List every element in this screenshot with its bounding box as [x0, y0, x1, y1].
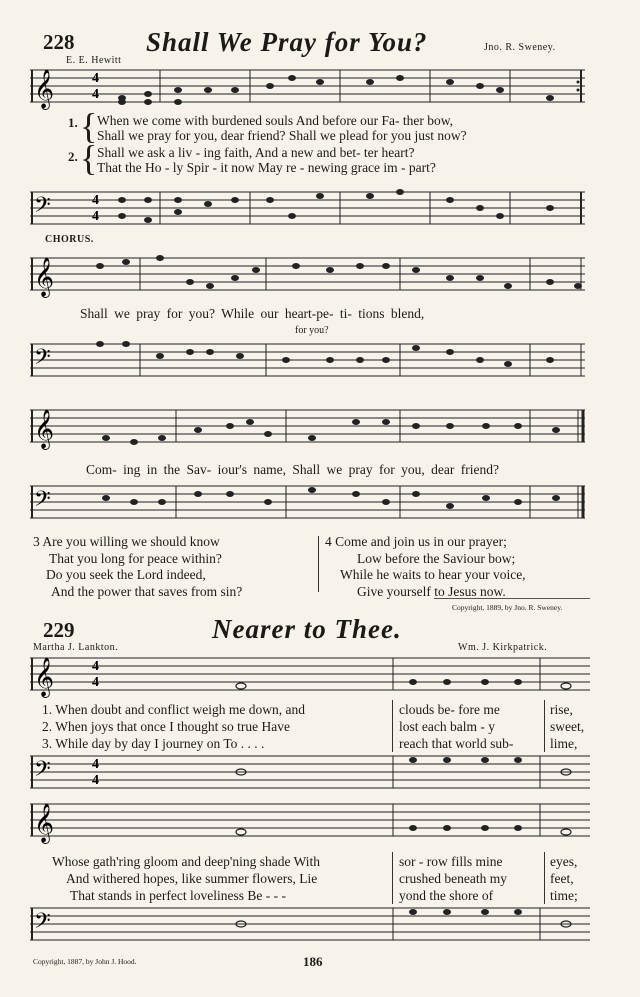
lyric-line: lime, — [550, 736, 578, 751]
svg-text:4: 4 — [92, 659, 99, 674]
hymn-229-title: Nearer to Thee. — [212, 614, 402, 644]
chorus-lyric-1: Shall we pray for you? While our heart-pe- ti- tions blend, — [80, 306, 425, 321]
verse-4 — [325, 534, 526, 600]
chorus-label: CHORUS. — [45, 234, 94, 245]
lyric-divider — [392, 852, 393, 904]
staff-229-s1-bass — [30, 750, 590, 798]
staff-229-s2-treble — [30, 798, 590, 846]
hymn-229-lyrics-2b — [399, 853, 507, 904]
lyric-divider — [544, 700, 545, 752]
svg-text:4: 4 — [92, 87, 99, 102]
lyric-line: feet, — [550, 871, 574, 886]
svg-text:4: 4 — [92, 209, 99, 224]
lyric-line: lost each balm - y — [399, 719, 495, 734]
svg-text:4: 4 — [92, 757, 99, 772]
staff-228-s1-treble — [30, 64, 590, 112]
staff-229-s2-bass — [30, 902, 590, 950]
svg-text:𝄢: 𝄢 — [34, 909, 51, 939]
staff-229-s1-treble — [30, 652, 590, 700]
verse-4-line: Give yourself to Jesus now. — [357, 583, 506, 599]
hymn-229-copyright: Copyright, 1887, by John J. Hood. — [33, 957, 137, 966]
lyric-line: Whose gath'ring gloom and deep'ning shade With — [52, 854, 321, 869]
hymn-229-lyrics-2c — [550, 853, 578, 904]
hymn-229-lyrics-2a — [52, 853, 320, 904]
lyric-line: time; — [550, 888, 578, 903]
verse-brace: { — [80, 106, 98, 146]
lyric-line: crushed beneath my — [399, 871, 507, 886]
verse-3 — [33, 534, 242, 600]
lyric-line: clouds be- fore me — [399, 702, 500, 717]
svg-text:4: 4 — [92, 773, 99, 788]
staff-228-s1-bass — [30, 186, 590, 234]
staff-228-s2-treble — [30, 252, 590, 300]
svg-text:4: 4 — [92, 71, 99, 86]
verse-brace: { — [80, 138, 98, 178]
hymn-229-number: 229 — [43, 618, 75, 642]
hymn-229-composer: Wm. J. Kirkpatrick. — [458, 642, 548, 653]
lyric-line: eyes, — [550, 854, 578, 869]
svg-text:𝄢: 𝄢 — [34, 757, 51, 787]
lyric-line: reach that world sub- — [399, 736, 514, 751]
svg-text:𝄢: 𝄢 — [34, 487, 51, 517]
hymn-229-author: Martha J. Lankton. — [33, 642, 119, 653]
hymn-228-number: 228 — [43, 30, 75, 54]
hymn-228-composer: Jno. R. Sweney. — [484, 42, 556, 53]
verse-number-2: 2. — [68, 149, 78, 164]
svg-text:𝄞: 𝄞 — [34, 69, 55, 109]
hymn-229-lyrics-1c — [550, 701, 584, 752]
hymn-228-author: E. E. Hewitt — [66, 55, 122, 66]
verse-4-line: 4 Come and join us in our prayer; — [325, 534, 507, 549]
copyright-rule — [434, 598, 590, 599]
svg-text:𝄞: 𝄞 — [34, 803, 55, 843]
svg-text:4: 4 — [92, 193, 99, 208]
hymn-229-lyrics-1b — [399, 701, 513, 752]
svg-text:𝄢: 𝄢 — [34, 193, 51, 223]
lyric-line: sweet, — [550, 719, 585, 734]
staff-228-s2-bass — [30, 338, 590, 386]
lyric-line: rise, — [550, 702, 573, 717]
lyric-divider — [544, 852, 545, 904]
verse-number-1: 1. — [68, 115, 78, 130]
svg-text:𝄞: 𝄞 — [34, 409, 55, 449]
lyric-line: yond the shore of — [399, 888, 494, 903]
verse-3-line: That you long for peace within? — [49, 550, 222, 566]
svg-text:𝄢: 𝄢 — [34, 345, 51, 375]
verse-4-line: While he waits to hear your voice, — [340, 567, 526, 582]
lyric-line-4: That the Ho - ly Spir - it now May re - newing grace im - part? — [97, 160, 436, 175]
svg-text:4: 4 — [92, 675, 99, 690]
lyric-line: 2. When joys that once I thought so true Have — [42, 719, 290, 734]
lyric-line-3: Shall we ask a liv - ing faith, And a new and bet- ter heart? — [97, 145, 415, 160]
verse-divider — [318, 536, 319, 592]
verse-3-line: Do you seek the Lord indeed, — [46, 567, 206, 582]
page-number: 186 — [303, 954, 323, 969]
lyric-line: And withered hopes, like summer flowers, Lie — [66, 871, 318, 886]
lyric-line-2: Shall we pray for you, dear friend? Shall we plead for you just now? — [97, 128, 467, 143]
chorus-lyric-2: Com- ing in the Sav- iour's name, Shall we pray for you, dear friend? — [86, 462, 499, 477]
verse-3-line: 3 Are you willing we should know — [33, 534, 220, 549]
svg-text:𝄞: 𝄞 — [34, 257, 55, 297]
lyric-divider — [392, 700, 393, 752]
verse-4-line: Low before the Saviour bow; — [357, 550, 516, 566]
lyric-line-1: When we come with burdened souls And before our Fa- ther bow, — [97, 113, 454, 128]
hymn-229-lyrics-1a — [42, 701, 305, 752]
lyric-line: 1. When doubt and conflict weigh me down, and — [42, 702, 305, 717]
hymn-228-copyright: Copyright, 1889, by Jno. R. Sweney. — [452, 603, 563, 612]
verse-3-line: And the power that saves from sin? — [51, 583, 243, 599]
lyric-line: That stands in perfect loveliness Be - - - — [70, 888, 286, 903]
staff-228-s3-bass — [30, 480, 590, 528]
staff-228-s3-treble — [30, 404, 590, 452]
svg-text:𝄞: 𝄞 — [34, 657, 55, 697]
lyric-line: 3. While day by day I journey on To . . . . — [42, 736, 265, 751]
chorus-echo: for you? — [295, 325, 329, 336]
hymn-228-title: Shall We Pray for You? — [146, 27, 428, 57]
lyric-line: sor - row fills mine — [399, 854, 503, 869]
